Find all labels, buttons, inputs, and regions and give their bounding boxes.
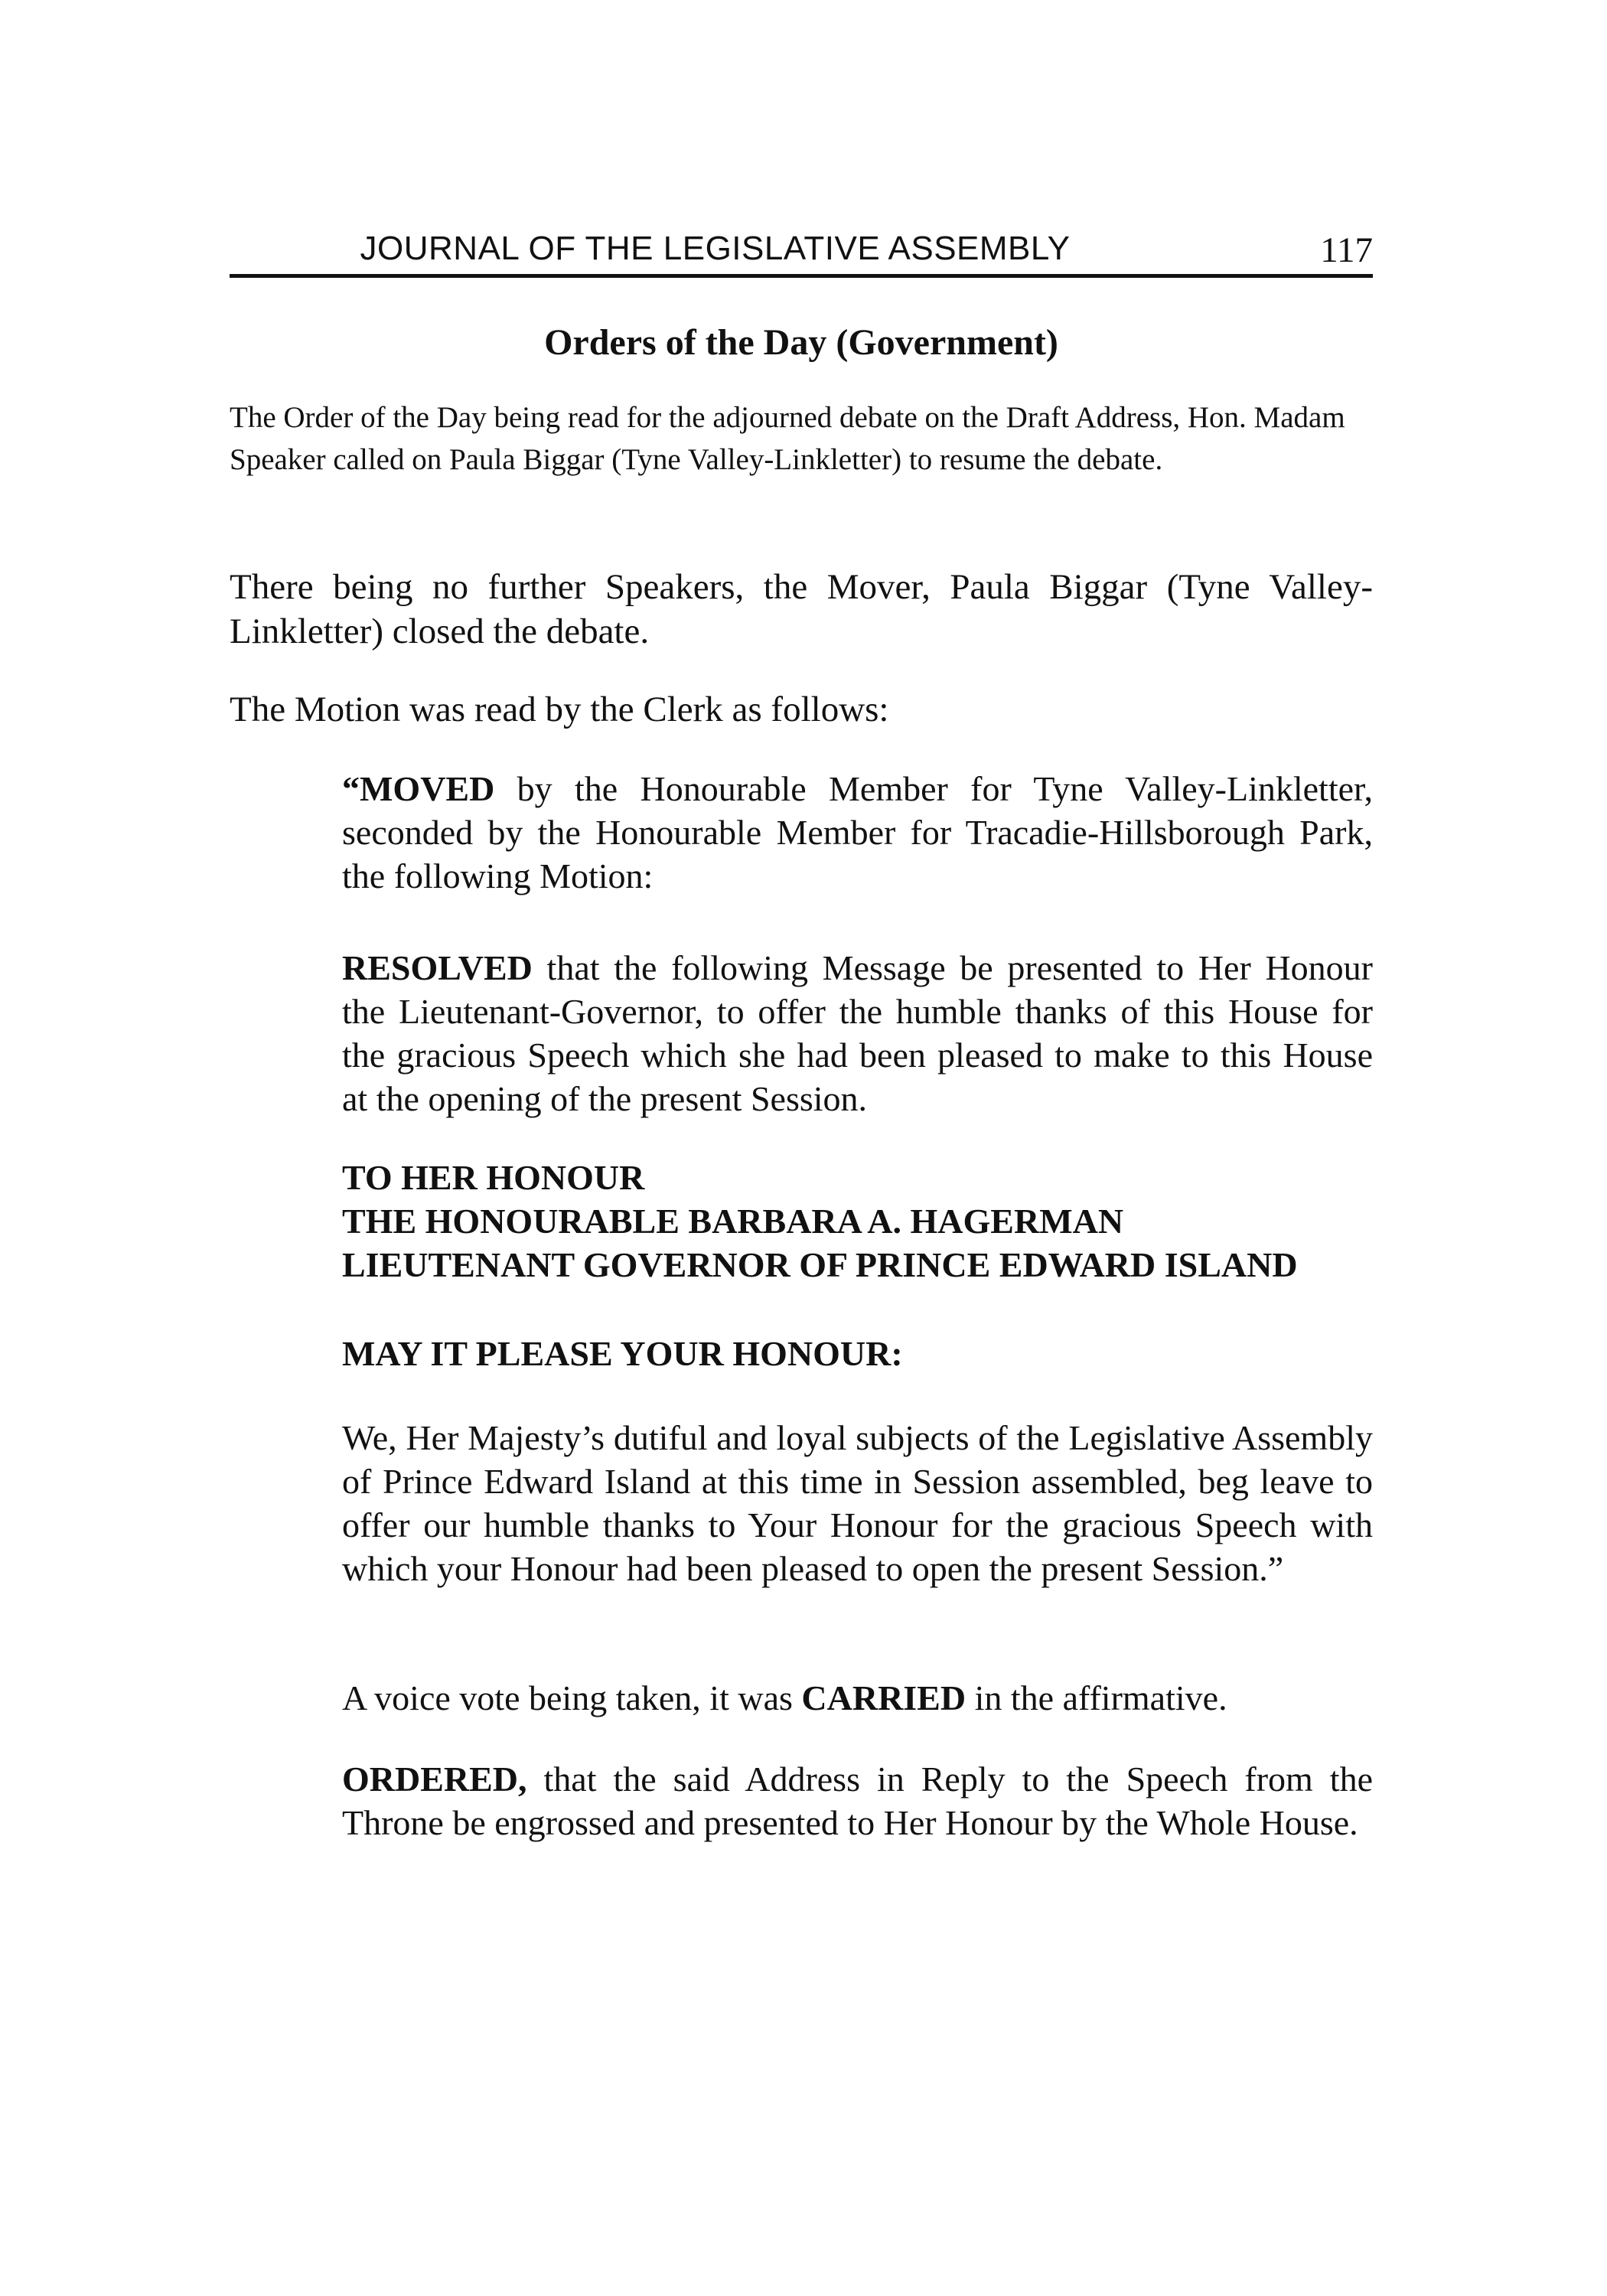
address-line: LIEUTENANT GOVERNOR OF PRINCE EDWARD ISLAND bbox=[342, 1245, 1298, 1284]
motion-intro: The Motion was read by the Clerk as follows: bbox=[230, 690, 889, 729]
moved-text: by the Honourable Member for Tyne Valley-Linkletter, seconded by the Honourable Member for Tracadie-Hillsborough Park, the following Motion: bbox=[342, 769, 1373, 895]
resolved-lead: RESOLVED bbox=[342, 948, 533, 987]
vote-before: A voice vote being taken, it was bbox=[342, 1678, 802, 1717]
address-body: We, Her Majesty’s dutiful and loyal subjects of the Legislative Assembly of Prince Edward Island at this time in Session assembled, beg leave to offer our humble thanks to Your Honour for the gracious Speech with which your Honour had been pleased to open the present Session.” bbox=[342, 1418, 1373, 1588]
resolved-text: that the following Message be presented to Her Honour the Lieutenant-Governor, to offer the humble thanks of this House for the gracious Speech which she had been pleased to make to this House at the opening of the present Session. bbox=[342, 948, 1373, 1118]
moved-paragraph bbox=[342, 767, 1373, 898]
vote-paragraph bbox=[342, 1676, 1373, 1720]
resolved-paragraph bbox=[342, 946, 1373, 1120]
ordered-paragraph bbox=[342, 1757, 1373, 1844]
vote-after: in the affirmative. bbox=[966, 1678, 1227, 1717]
address-block bbox=[342, 1156, 1373, 1287]
moved-lead: “MOVED bbox=[342, 769, 495, 808]
vote-result: CARRIED bbox=[801, 1678, 966, 1717]
closing-debate-paragraph: There being no further Speakers, the Mover, Paula Biggar (Tyne Valley-Linkletter) closed the debate. bbox=[230, 567, 1373, 651]
salutation: MAY IT PLEASE YOUR HONOUR: bbox=[342, 1334, 903, 1373]
ordered-text: that the said Address in Reply to the Speech from the Throne be engrossed and presented to Her Honour by the Whole House. bbox=[342, 1760, 1373, 1842]
page-number: 117 bbox=[1320, 230, 1373, 270]
ordered-lead: ORDERED, bbox=[342, 1760, 527, 1799]
intro-paragraph: The Order of the Day being read for the adjourned debate on the Draft Address, Hon. Madam Speaker called on Paula Biggar (Tyne Valley-Linkletter) to resume the debate. bbox=[230, 401, 1345, 476]
page-header bbox=[230, 223, 1373, 278]
section-heading: Orders of the Day (Government) bbox=[544, 322, 1058, 363]
address-line: TO HER HONOUR bbox=[342, 1158, 645, 1197]
address-line: THE HONOURABLE BARBARA A. HAGERMAN bbox=[342, 1202, 1124, 1241]
running-title: JOURNAL OF THE LEGISLATIVE ASSEMBLY bbox=[360, 230, 1071, 267]
